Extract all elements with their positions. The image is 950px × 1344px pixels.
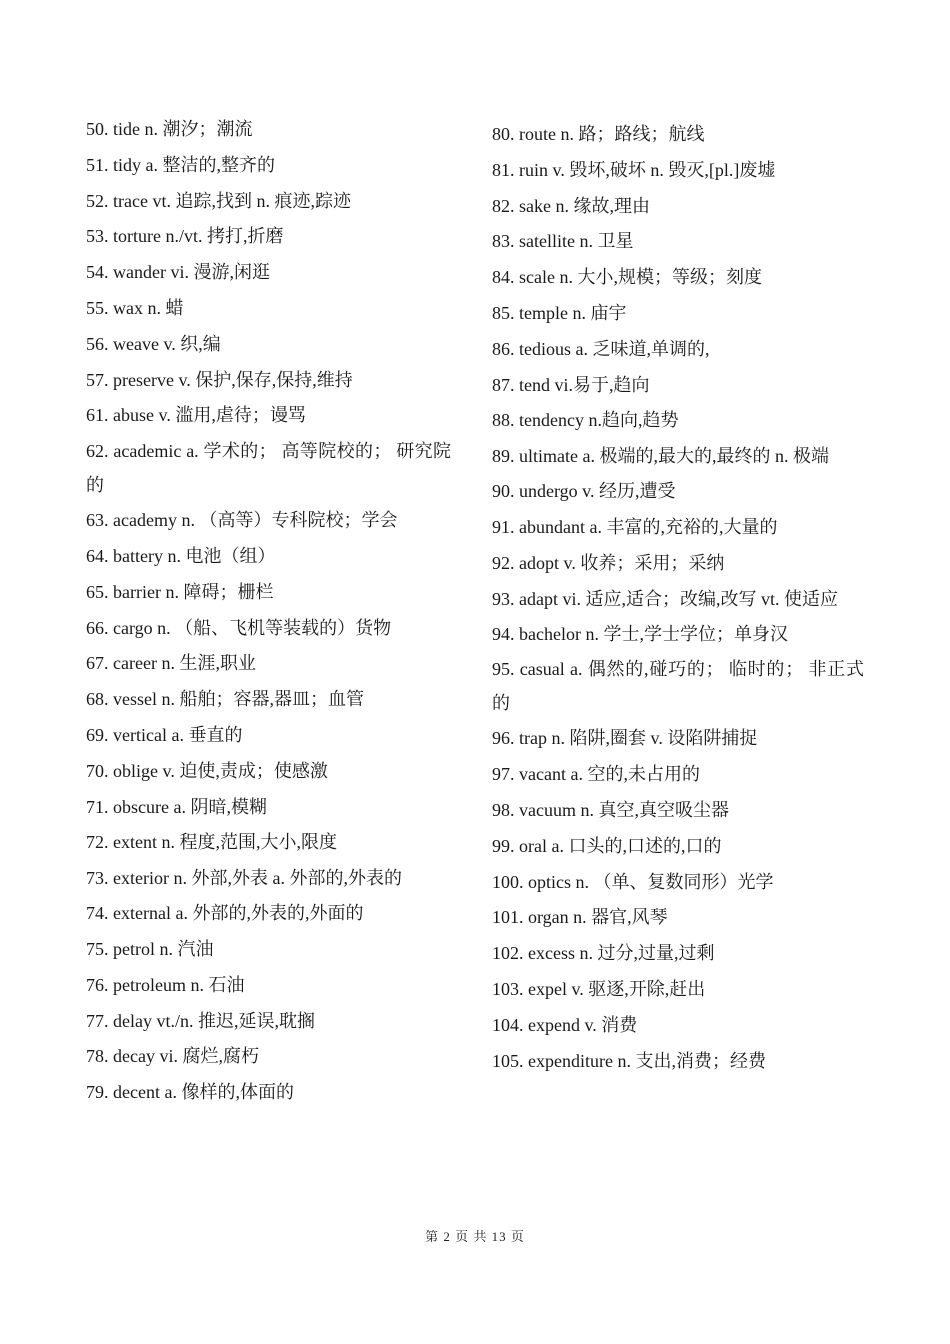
vocab-entry: 69. vertical a. 垂直的 xyxy=(86,724,243,745)
vocab-entry: 85. temple n. 庙宇 xyxy=(492,302,627,323)
vocab-entry: 54. wander vi. 漫游,闲逛 xyxy=(86,262,270,283)
vocab-entry: 77. delay vt./n. 推迟,延误,耽搁 xyxy=(86,1010,315,1031)
vocab-entry: 99. oral a. 口头的,口述的,口的 xyxy=(492,835,722,856)
vocab-entry: 65. barrier n. 障碍；栅栏 xyxy=(86,581,274,602)
page-footer: 第 2 页 共 13 页 xyxy=(425,1229,525,1244)
vocab-entry: 75. petrol n. 汽油 xyxy=(86,938,214,959)
vocab-entry: 55. wax n. 蜡 xyxy=(86,297,184,318)
vocab-entry: 96. trap n. 陷阱,圈套 v. 设陷阱捕捉 xyxy=(492,728,758,749)
vocab-entry: 105. expenditure n. 支出,消费；经费 xyxy=(492,1050,766,1071)
vocab-entry: 87. tend vi.易于,趋向 xyxy=(492,374,650,395)
vocab-entry: 89. ultimate a. 极端的,最大的,最终的 n. 极端 xyxy=(492,446,829,467)
vocab-entry: 98. vacuum n. 真空,真空吸尘器 xyxy=(492,799,729,820)
vocab-entry: 61. abuse v. 滥用,虐待；谩骂 xyxy=(86,405,306,426)
vocab-entry: 79. decent a. 像样的,体面的 xyxy=(86,1082,294,1103)
vocab-entry: 72. extent n. 程度,范围,大小,限度 xyxy=(86,832,337,853)
vocab-entry: 53. torture n./vt. 拷打,折磨 xyxy=(86,226,284,247)
vocab-entry: 84. scale n. 大小,规模；等级；刻度 xyxy=(492,267,762,288)
vocab-entry: 67. career n. 生涯,职业 xyxy=(86,653,256,674)
vocab-entry: 52. trace vt. 追踪,找到 n. 痕迹,踪迹 xyxy=(86,190,351,211)
vocab-entry: 63. academy n. （高等）专科院校；学会 xyxy=(86,510,398,531)
vocab-entry: 102. excess n. 过分,过量,过剩 xyxy=(492,943,715,964)
vocab-entry: 71. obscure a. 阴暗,模糊 xyxy=(86,796,267,817)
left-column xyxy=(86,112,451,1111)
vocab-entry: 93. adapt vi. 适应,适合；改编,改写 vt. 使适应 xyxy=(492,588,838,609)
vocab-entry: 97. vacant a. 空的,未占用的 xyxy=(492,764,700,785)
vocab-entry: 64. battery n. 电池（组） xyxy=(86,545,276,566)
vocab-entry: 101. organ n. 器官,风琴 xyxy=(492,907,668,928)
vocab-entry: 103. expel v. 驱逐,开除,赶出 xyxy=(492,978,706,999)
vocab-entry: 80. route n. 路；路线；航线 xyxy=(492,124,705,144)
vocab-entry: 70. oblige v. 迫使,责成；使感激 xyxy=(86,760,328,781)
vocab-entry: 50. tide n. 潮汐；潮流 xyxy=(86,119,253,139)
vocab-entry: 62. academic a. 学术的； 高等院校的； 研究院的 xyxy=(86,441,451,496)
vocab-entry: 92. adopt v. 收养；采用；采纳 xyxy=(492,552,725,573)
vocab-entry: 104. expend v. 消费 xyxy=(492,1014,638,1035)
vocab-entry: 90. undergo v. 经历,遭受 xyxy=(492,481,676,502)
vocab-entry: 78. decay vi. 腐烂,腐朽 xyxy=(86,1046,259,1067)
vocab-entry: 91. abundant a. 丰富的,充裕的,大量的 xyxy=(492,516,778,537)
vocab-entry: 73. exterior n. 外部,外表 a. 外部的,外表的 xyxy=(86,868,402,889)
vocab-entry: 56. weave v. 织,编 xyxy=(86,333,221,354)
vocab-entry: 51. tidy a. 整洁的,整齐的 xyxy=(86,154,275,175)
vocab-entry: 74. external a. 外部的,外表的,外面的 xyxy=(86,903,364,924)
vocab-entry: 83. satellite n. 卫星 xyxy=(492,231,634,252)
vocab-entry: 94. bachelor n. 学士,学士学位；单身汉 xyxy=(492,623,788,644)
vocab-entry: 86. tedious a. 乏味道,单调的, xyxy=(492,338,710,359)
vocab-entry: 95. casual a. 偶然的,碰巧的； 临时的； 非正式的 xyxy=(492,659,864,714)
vocab-entry: 81. ruin v. 毁坏,破坏 n. 毁灭,[pl.]废墟 xyxy=(492,159,776,180)
vocab-entry: 100. optics n. （单、复数同形）光学 xyxy=(492,871,774,892)
vocab-entry: 82. sake n. 缘故,理由 xyxy=(492,195,650,216)
right-column xyxy=(492,117,864,1079)
vocab-entry: 68. vessel n. 船舶；容器,器皿；血管 xyxy=(86,689,364,710)
vocab-entry: 76. petroleum n. 石油 xyxy=(86,974,245,995)
vocab-entry: 66. cargo n. （船、飞机等装载的）货物 xyxy=(86,617,392,638)
vocab-entry: 57. preserve v. 保护,保存,保持,维持 xyxy=(86,369,353,390)
vocab-entry: 88. tendency n.趋向,趋势 xyxy=(492,410,679,431)
